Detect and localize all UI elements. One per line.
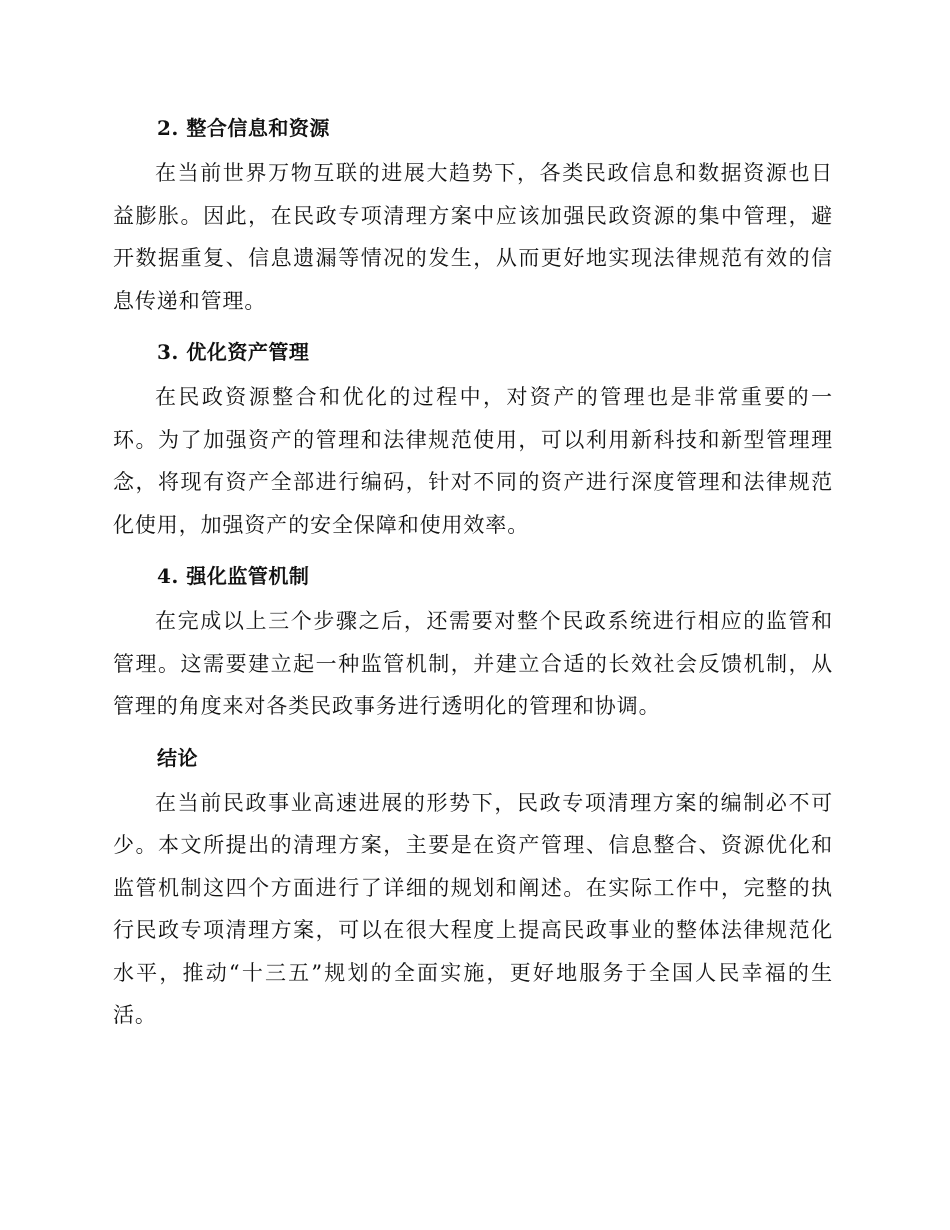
document-body <box>113 110 833 1049</box>
section-heading-integrate-info: 2. 整合信息和资源 <box>157 116 330 140</box>
section-paragraph-asset-management: 在民政资源整合和优化的过程中，对资产的管理也是非常重要的一环。为了加强资产的管理和法律规范使用，可以利用新科技和新型管理理念，将现有资产全部进行编码，针对不同的资产进行深度管理和法律规范化使用，加强资产的安全保障和使用效率。 <box>113 385 833 537</box>
section-heading-supervision: 4. 强化监管机制 <box>157 564 310 588</box>
section-paragraph-supervision: 在完成以上三个步骤之后，还需要对整个民政系统进行相应的监管和管理。这需要建立起一种监管机制，并建立合适的长效社会反馈机制，从管理的角度来对各类民政事务进行透明化的管理和协调。 <box>113 609 833 718</box>
section-heading-conclusion: 结论 <box>157 745 198 770</box>
section-heading-asset-management: 3. 优化资产管理 <box>157 340 310 364</box>
section-paragraph-conclusion: 在当前民政事业高速进展的形势下，民政专项清理方案的编制必不可少。本文所提出的清理方案，主要是在资产管理、信息整合、资源优化和监管机制这四个方面进行了详细的规划和阐述。在实际工作中，完整的执行民政专项清理方案，可以在很大程度上提高民政事业的整体法律规范化水平，推动“十三五”规划的全面实施，更好地服务于全国人民幸福的生活。 <box>113 790 833 1027</box>
section-paragraph-integrate-info: 在当前世界万物互联的进展大趋势下，各类民政信息和数据资源也日益膨胀。因此，在民政专项清理方案中应该加强民政资源的集中管理，避开数据重复、信息遗漏等情况的发生，从而更好地实现法律规范有效的信息传递和管理。 <box>113 161 833 313</box>
